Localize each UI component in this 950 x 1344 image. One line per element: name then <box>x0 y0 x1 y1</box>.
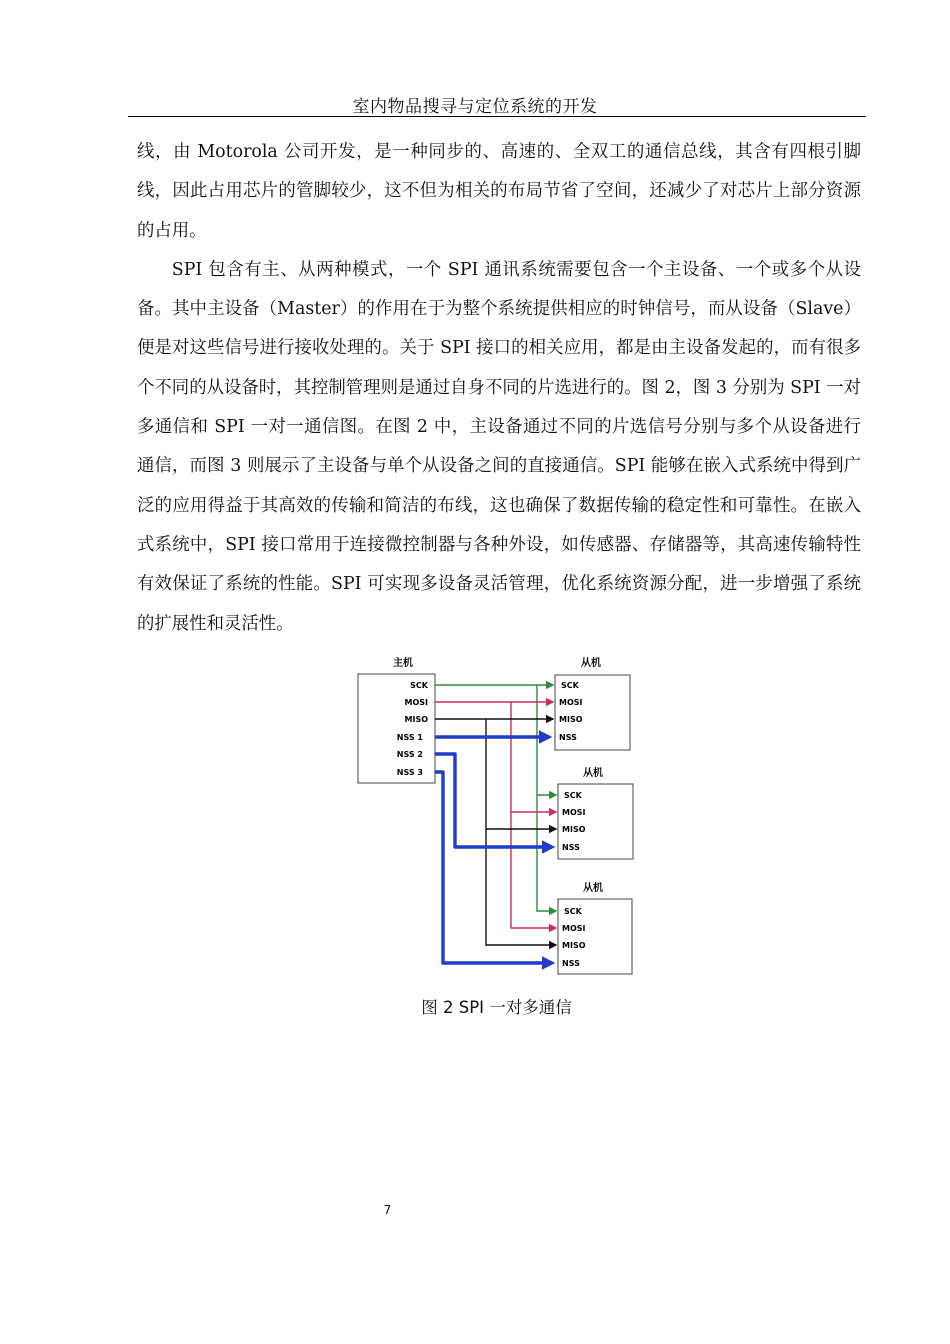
paragraph-1: 线，由 Motorola 公司开发，是一种同步的、高速的、全双工的通信总线，其含有四根引脚线，因此占用芯片的管脚较少，这不但为相关的布局节省了空间，还减少了对芯片上部分资源的占用。 <box>137 142 861 241</box>
master-pin-miso: MISO <box>404 715 428 724</box>
paragraph-2: SPI 包含有主、从两种模式，一个 SPI 通讯系统需要包含一个主设备、一个或多个从设备。其中主设备（Master）的作用在于为整个系统提供相应的时钟信号，而从设备（Slave）便是对这些信号进行接收处理的。关于 SPI 接口的相关应用，都是由主设备发起的，而有很多个不同的从设备时，其控制管理则是通过自身不同的片选进行的。图 2，图 3 分别为 SPI 一对多通信和 SPI 一对一通信图。在图 2 中，主设备通过不同的片选信号分别与多个从设备进行通信，而图 3 则展示了主设备与单个从设备之间的直接通信。SPI 能够在嵌入式系统中得到广泛的应用得益于其高效的传输和简洁的布线，这也确保了数据传输的稳定性和可靠性。在嵌入式系统中，SPI 接口常用于连接微控制器与各种外设，如传感器、存储器等，其高速传输特性有效保证了系统的性能。SPI 可实现多设备灵活管理，优化系统资源分配，进一步增强了系统的扩展性和灵活性。 <box>137 259 861 634</box>
master-pin-nss2: NSS 2 <box>396 750 423 759</box>
slave-1-pin-mosi: MOSI <box>559 698 583 707</box>
nss-line-2 <box>435 754 552 847</box>
slave-2-pin-nss: NSS <box>562 843 580 852</box>
slave-1-pin-miso: MISO <box>559 715 583 724</box>
page-number: 7 <box>383 1203 392 1217</box>
nss-line-3 <box>435 772 552 963</box>
slave-3-pin-mosi: MOSI <box>562 924 586 933</box>
slave-3-pin-nss: NSS <box>562 959 580 968</box>
header-rule <box>128 116 866 117</box>
slave-1-title: 从机 <box>581 658 601 669</box>
master-pin-sck: SCK <box>410 681 428 690</box>
slave-2-pin-sck: SCK <box>564 791 582 800</box>
master-pin-mosi: MOSI <box>404 698 428 707</box>
master-box <box>358 674 435 783</box>
spi-diagram <box>355 652 640 982</box>
slave-3-pin-miso: MISO <box>562 941 586 950</box>
running-header: 室内物品搜寻与定位系统的开发 <box>352 97 598 117</box>
body-text <box>137 133 861 644</box>
master-title: 主机 <box>393 658 413 669</box>
figure-caption: 图 2 SPI 一对多通信 <box>421 998 572 1017</box>
slave-3-pin-sck: SCK <box>564 907 582 916</box>
slave-2-pin-miso: MISO <box>562 825 586 834</box>
slave-3-title: 从机 <box>583 883 603 894</box>
spi-diagram-svg <box>355 652 640 982</box>
slave-1-pin-nss: NSS <box>559 733 577 742</box>
slave-1-pin-sck: SCK <box>561 681 579 690</box>
slave-2-pin-mosi: MOSI <box>562 808 586 817</box>
master-pin-nss3: NSS 3 <box>396 768 423 777</box>
master-pin-nss1: NSS 1 <box>396 733 423 742</box>
slave-2-title: 从机 <box>583 768 603 779</box>
